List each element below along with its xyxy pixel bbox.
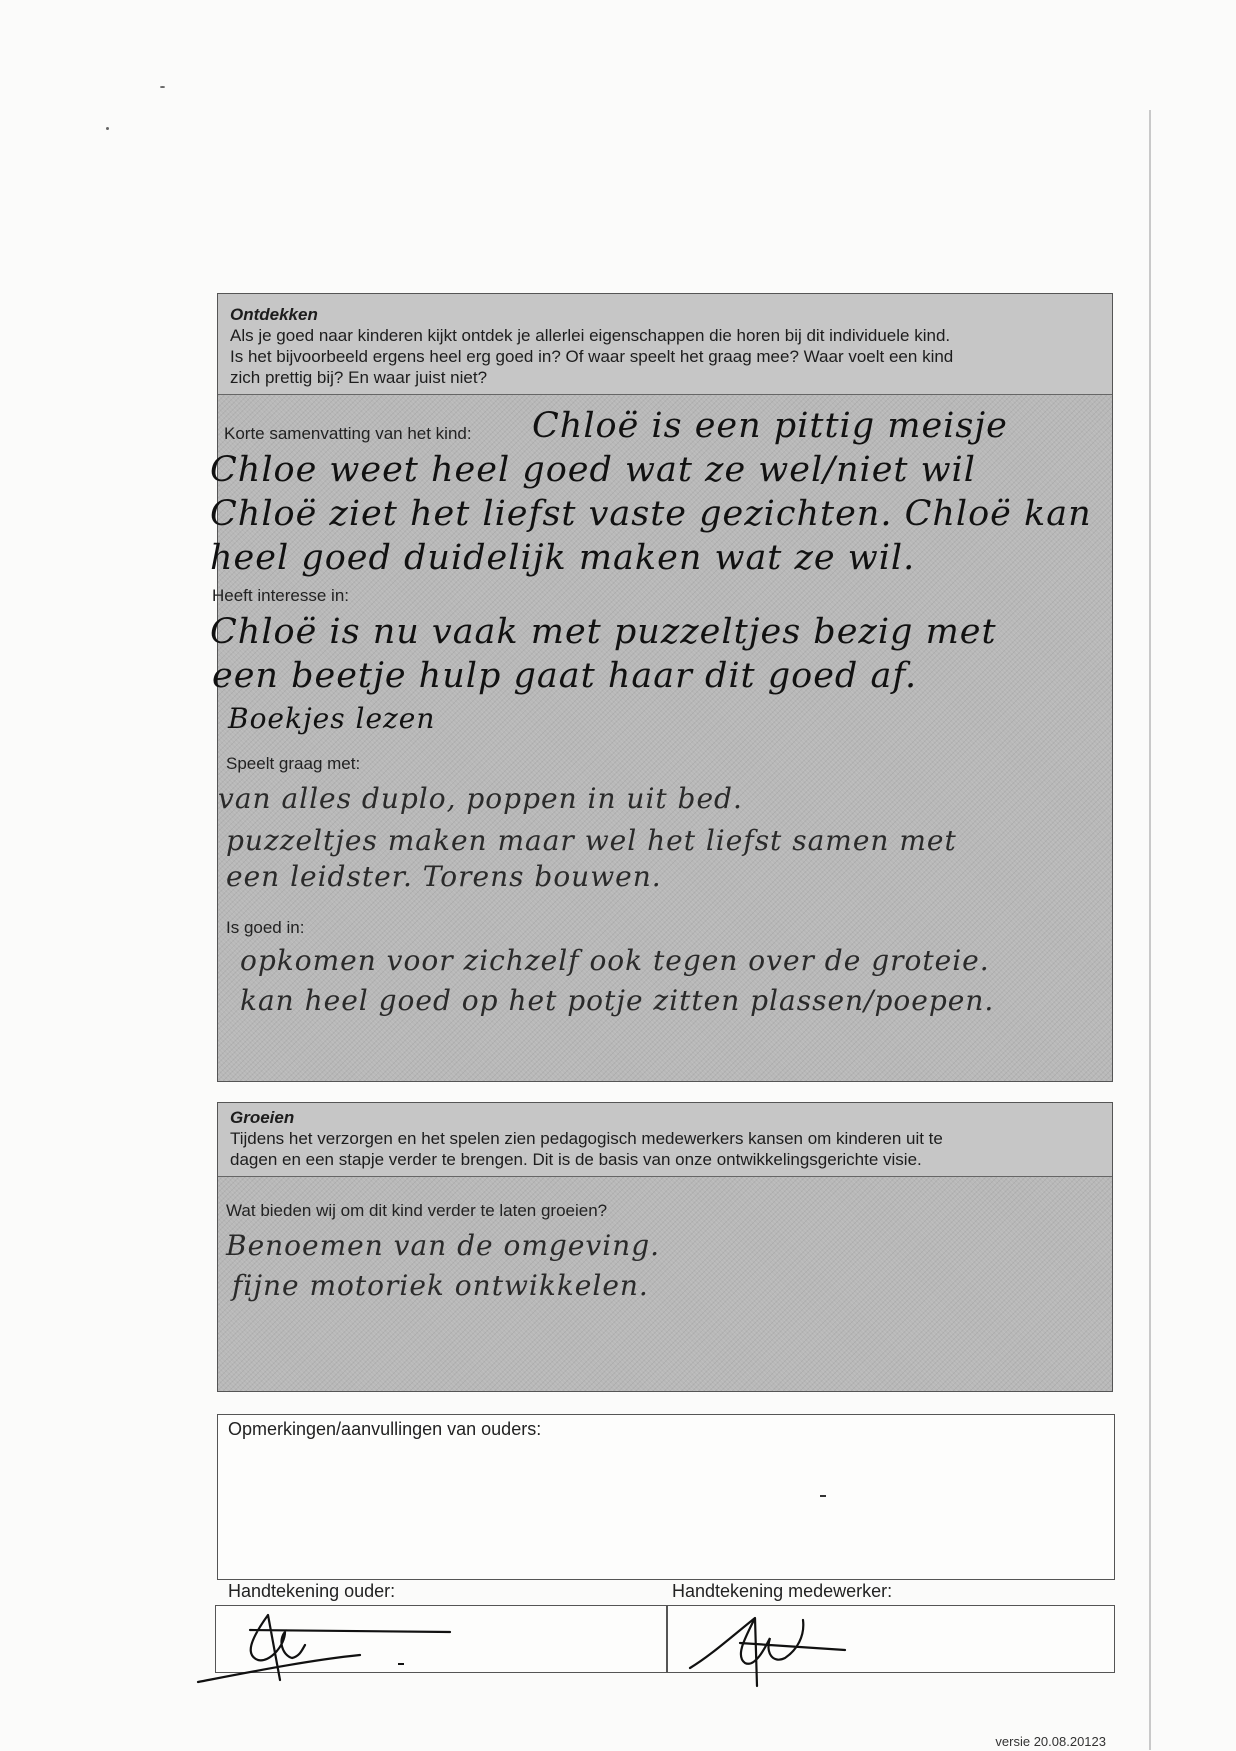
offer-label: Wat bieden wij om dit kind verder te laten groeien?: [226, 1201, 608, 1220]
interest-label: Heeft interesse in:: [212, 586, 350, 605]
ontdekken-section: [210, 293, 1113, 1082]
scan-speck: [160, 86, 165, 88]
pen-mark: [820, 1495, 826, 1497]
signature-parent-stroke: [198, 1615, 450, 1682]
good-label: Is goed in:: [226, 918, 305, 937]
groeien-intro-line: Tijdens het verzorgen en het spelen zien pedagogisch medewerkers kansen om kinderen uit te: [230, 1129, 943, 1148]
signature-divider: [666, 1606, 668, 1672]
play-handwriting: een leidster. Torens bouwen.: [226, 860, 662, 893]
parent-remarks-box: [217, 1414, 1115, 1580]
offer-handwriting: Benoemen van de omgeving.: [226, 1229, 661, 1262]
interest-handwriting: Chloë is nu vaak met puzzeltjes bezig met: [210, 612, 997, 652]
interest-handwriting: een beetje hulp gaat haar dit goed af.: [212, 656, 918, 696]
signature-parent: [190, 1600, 530, 1690]
signature-staff: [685, 1598, 885, 1688]
ontdekken-header: [218, 294, 1112, 395]
summary-handwriting: Chloë is een pittig meisje: [532, 406, 1008, 446]
ontdekken-title: Ontdekken: [230, 305, 318, 324]
play-handwriting: puzzeltjes maken maar wel het liefst samen met: [226, 824, 957, 857]
play-handwriting: van alles duplo, poppen in uit bed.: [218, 782, 743, 815]
groeien-intro-line: dagen en een stapje verder te brengen. Dit is de basis van onze ontwikkelingsgerichte visie.: [230, 1150, 922, 1169]
scan-speck: [106, 127, 109, 130]
interest-handwriting: Boekjes lezen: [228, 702, 436, 735]
summary-handwriting: Chloë ziet het liefst vaste gezichten. Chloë kan: [210, 494, 1092, 534]
good-handwriting: opkomen voor zichzelf ook tegen over de groteie.: [240, 944, 990, 977]
ontdekken-intro-line: zich prettig bij? En waar juist niet?: [230, 368, 488, 387]
groeien-header: [218, 1103, 1112, 1177]
groeien-section: [217, 1102, 1113, 1392]
ontdekken-intro-line: Is het bijvoorbeeld ergens heel erg goed in? Of waar speelt het graag mee? Waar voelt een kind: [230, 347, 954, 366]
scan-edge: [1149, 110, 1151, 1750]
offer-handwriting: fijne motoriek ontwikkelen.: [232, 1269, 649, 1302]
signature-staff-stroke: [690, 1618, 845, 1686]
good-handwriting: kan heel goed op het potje zitten plassen/poepen.: [240, 984, 995, 1017]
ontdekken-intro-line: Als je goed naar kinderen kijkt ontdek je allerlei eigenschappen die horen bij dit individuele kind.: [230, 326, 951, 345]
summary-handwriting: heel goed duidelijk maken wat ze wil.: [210, 538, 916, 578]
play-label: Speelt graag met:: [226, 754, 361, 773]
parent-remarks-label: Opmerkingen/aanvullingen van ouders:: [228, 1419, 542, 1439]
summary-label: Korte samenvatting van het kind:: [224, 424, 472, 443]
signature-parent-label: Handtekening ouder:: [228, 1581, 396, 1601]
groeien-title: Groeien: [230, 1108, 295, 1127]
version-footer: versie 20.08.20123: [995, 1734, 1106, 1749]
signature-staff-label: Handtekening medewerker:: [672, 1581, 893, 1601]
summary-handwriting: Chloe weet heel goed wat ze wel/niet wil: [210, 450, 976, 490]
